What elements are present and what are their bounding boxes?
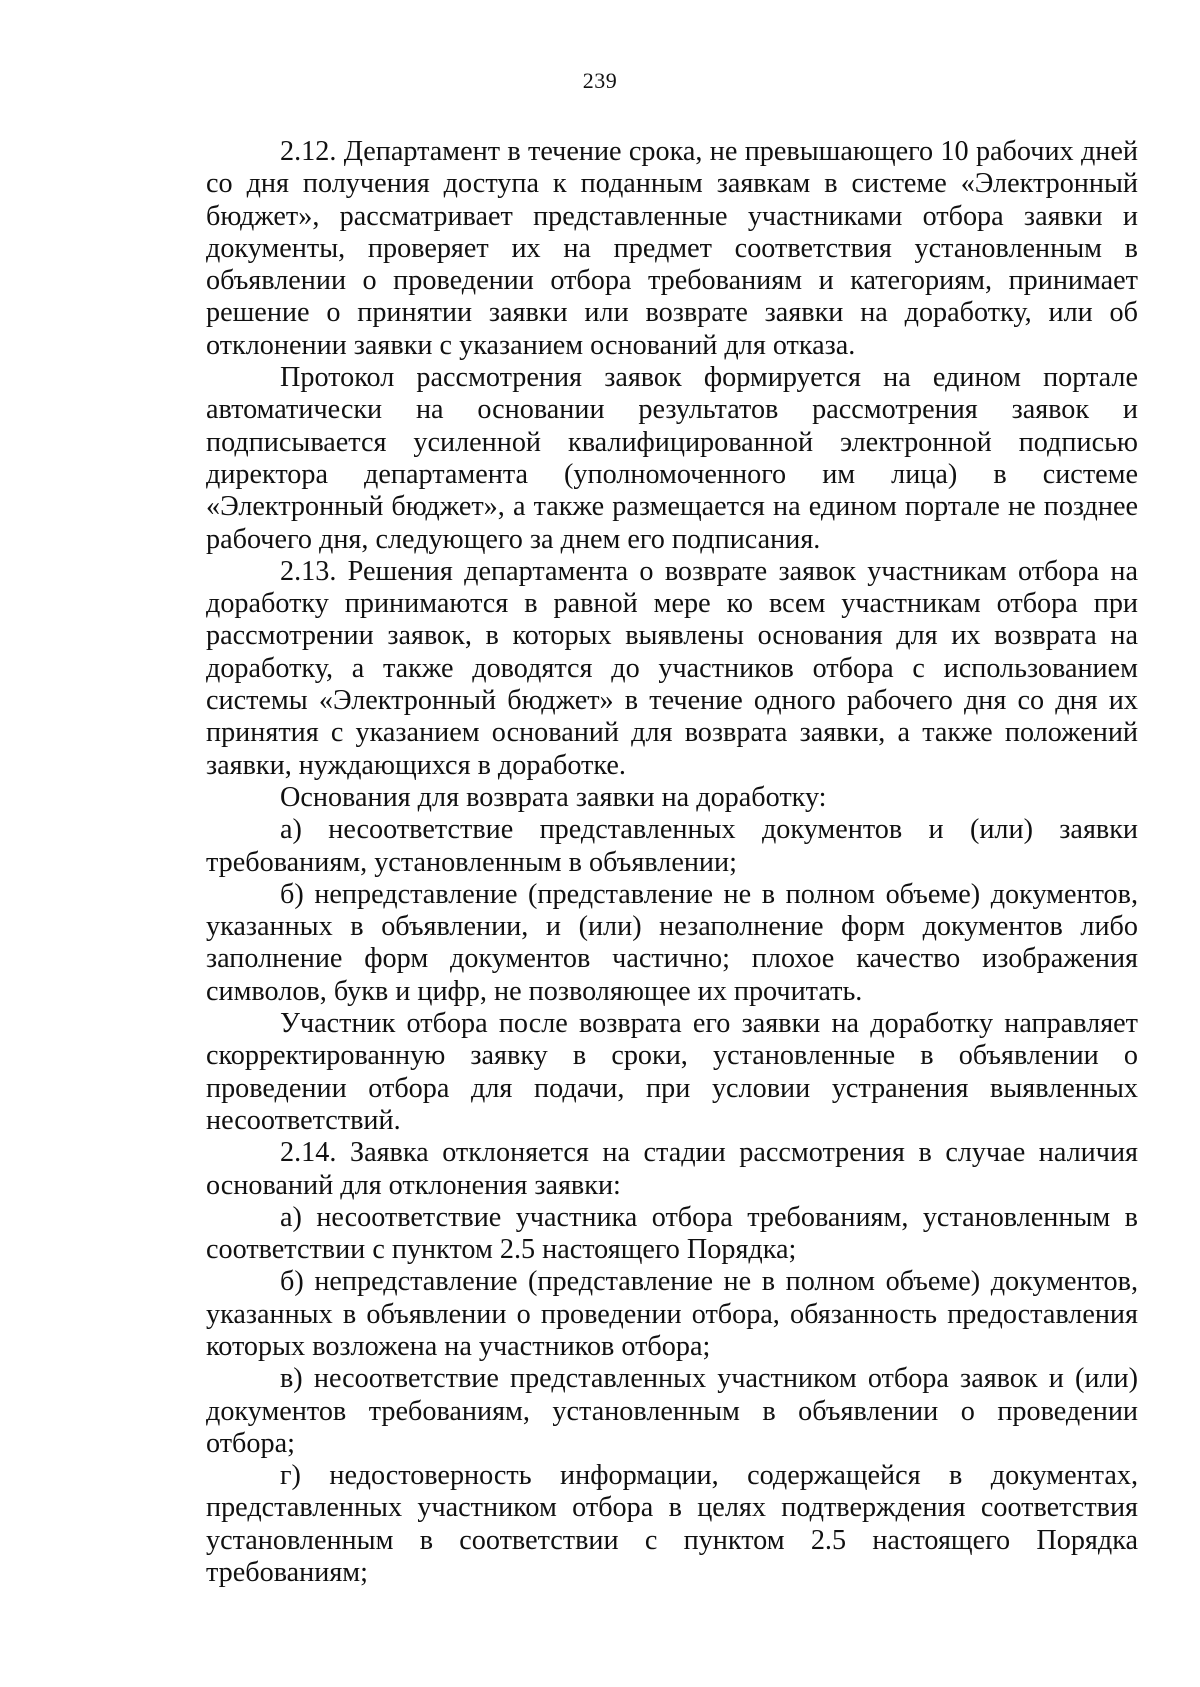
paragraph-return-grounds-heading: Основания для возврата заявки на доработку: (280, 781, 827, 813)
list-item-reject-c: в) несоответствие представленных участником отбора заявок и (или) документов требованиям, установленным в объявлении о проведении отбора; (206, 1363, 1138, 1459)
paragraph-resubmission: Участник отбора после возврата его заявки на доработку направляет скорректированную заявку в сроки, установленные в объявлении о проведении отбора для подачи, при условии устранения выявленных несоответствий. (206, 1008, 1138, 1136)
list-item-reject-b: б) непредставление (представление не в полном объеме) документов, указанных в объявлении о проведении отбора, обязанность предоставления которых возложена на участников отбора; (206, 1266, 1138, 1362)
paragraph-2-12: 2.12. Департамент в течение срока, не превышающего 10 рабочих дней со дня получения доступа к поданным заявкам в системе «Электронный бюджет», рассматривает представленные участниками отбора заявки и документы, проверяет их на предмет соответствия установленным в объявлении о проведении отбора требованиям и категориям, принимает решение о принятии заявки или возврате заявки на доработку, или об отклонении заявки с указанием оснований для отказа. (206, 136, 1138, 361)
document-body (206, 136, 1138, 1589)
list-item-return-a: а) несоответствие представленных документов и (или) заявки требованиям, установленным в объявлении; (206, 814, 1138, 878)
paragraph-2-13: 2.13. Решения департамента о возврате заявок участникам отбора на доработку принимаются в равной мере ко всем участникам отбора при рассмотрении заявок, в которых выявлены основания для их возврата на доработку, а также доводятся до участников отбора с использованием системы «Электронный бюджет» в течение одного рабочего дня со дня их принятия с указанием оснований для возврата заявки, а также положений заявки, нуждающихся в доработке. (206, 555, 1138, 781)
paragraph-protocol: Протокол рассмотрения заявок формируется на едином портале автоматически на основании результатов рассмотрения заявок и подписывается усиленной квалифицированной электронной подписью директора департамента (уполномоченного им лица) в системе «Электронный бюджет», а также размещается на едином портале не позднее рабочего дня, следующего за днем его подписания. (206, 362, 1138, 555)
page-number: 239 (582, 68, 618, 93)
list-item-reject-d: г) недостоверность информации, содержащейся в документах, представленных участником отбора в целях подтверждения соответствия установленным в соответствии с пунктом 2.5 настоящего Порядка требованиям; (206, 1460, 1138, 1589)
list-item-return-b: б) непредставление (представление не в полном объеме) документов, указанных в объявлении, и (или) незаполнение форм документов либо заполнение форм документов частично; плохое качество изображения символов, букв и цифр, не позволяющее их прочитать. (206, 878, 1138, 1007)
paragraph-2-14: 2.14. Заявка отклоняется на стадии рассмотрения в случае наличия оснований для отклонения заявки: (206, 1137, 1138, 1201)
list-item-reject-a: а) несоответствие участника отбора требованиям, установленным в соответствии с пунктом 2.5 настоящего Порядка; (206, 1201, 1138, 1266)
